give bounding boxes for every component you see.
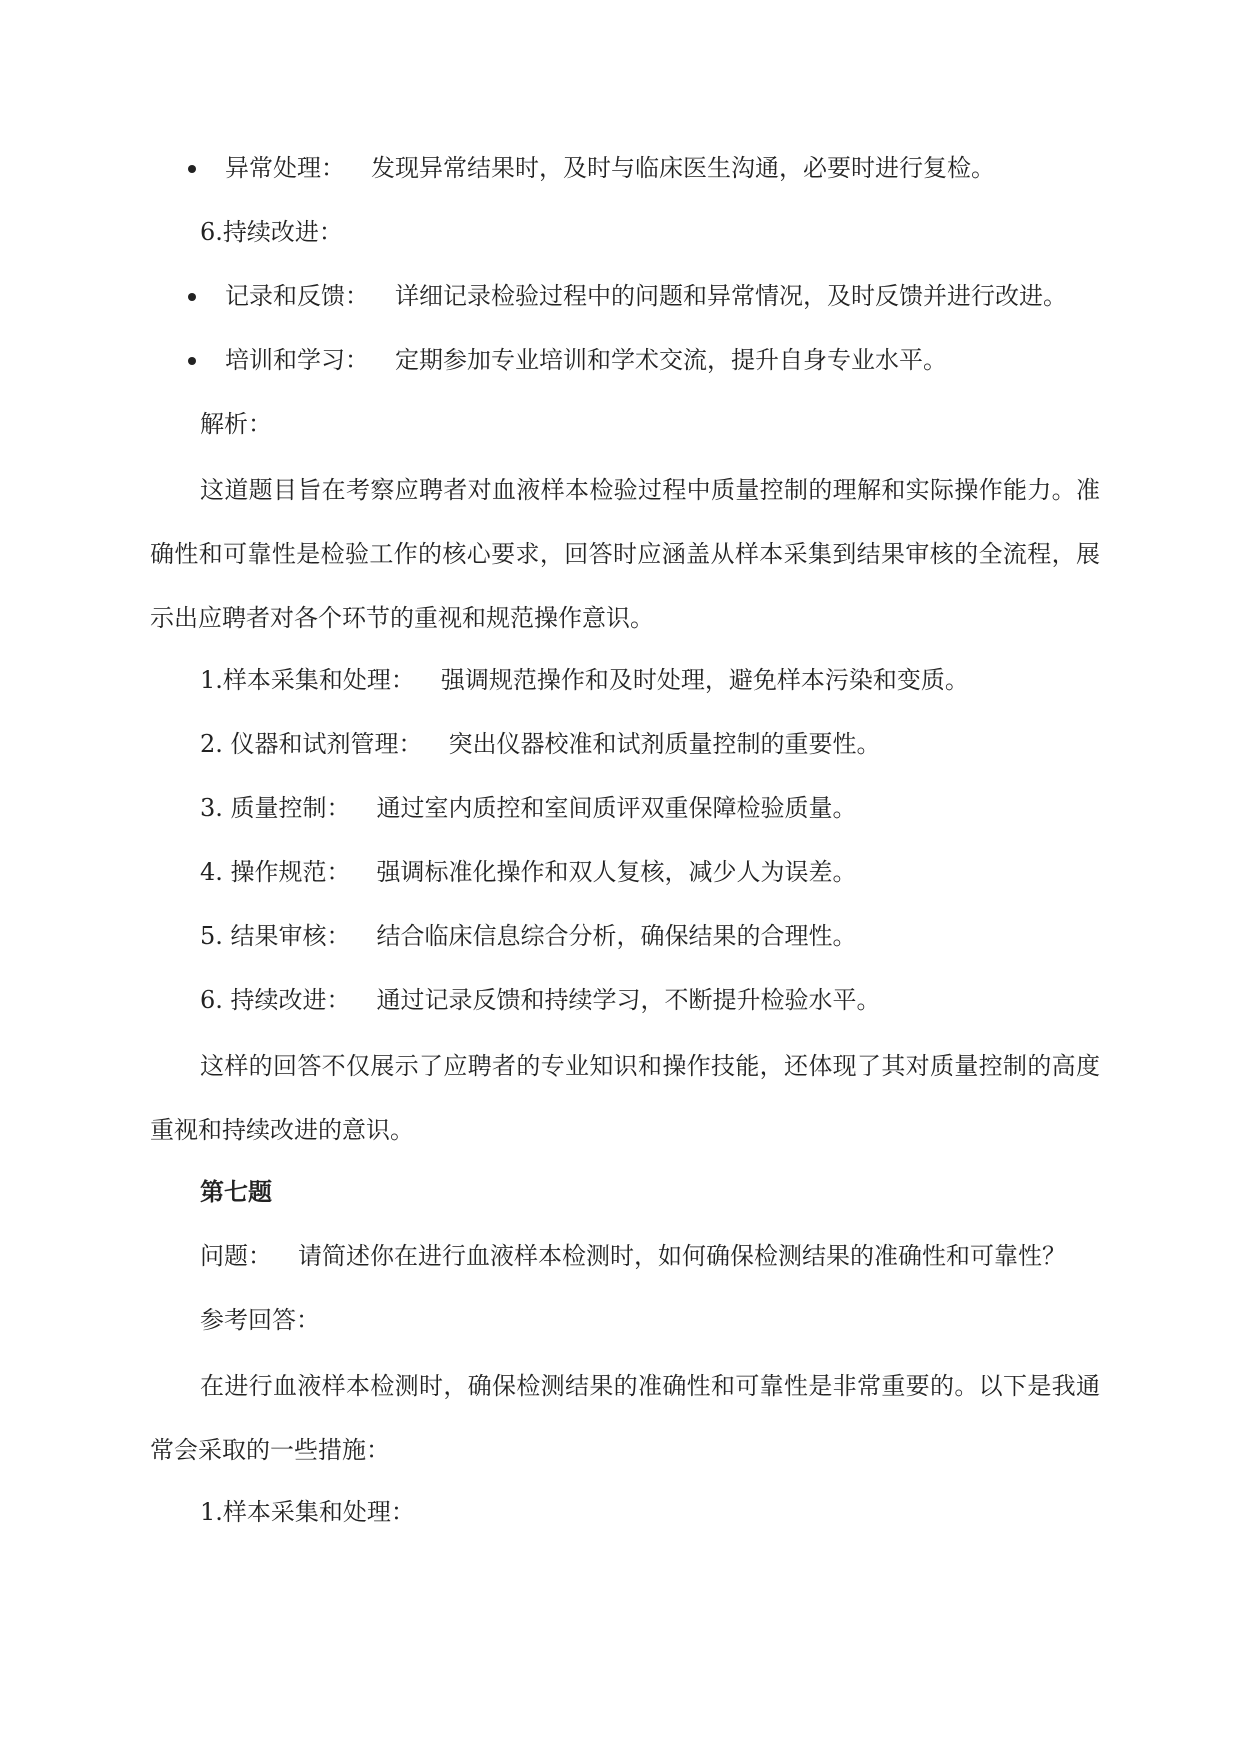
bullet-item-record-feedback [150, 266, 1100, 330]
bullet-item-abnormal-handling [150, 138, 1100, 202]
point-text: 强调标准化操作和双人复核，减少人为误差。 [376, 858, 857, 886]
point-text: 强调规范操作和及时处理，避免样本污染和变质。 [440, 666, 969, 694]
bullet-label: 培训和学习： [225, 346, 369, 374]
analysis-point-4 [150, 842, 1100, 906]
section-title-continuous-improvement: 6.持续改进： [200, 218, 343, 246]
bullet-item-training [150, 330, 1100, 394]
analysis-point-5 [150, 906, 1100, 970]
point-label: 1.样本采集和处理： [200, 666, 415, 694]
bullet-dot-icon [188, 165, 196, 173]
point-text: 结合临床信息综合分析，确保结果的合理性。 [376, 922, 857, 950]
point-text: 突出仪器校准和试剂质量控制的重要性。 [448, 730, 881, 758]
question-7-prompt [150, 1226, 1100, 1290]
question-text: 请简述你在进行血液样本检测时，如何确保检测结果的准确性和可靠性？ [298, 1242, 1066, 1270]
reference-answer-title: 参考回答： [200, 1306, 320, 1334]
point-label: 3. 质量控制： [200, 794, 351, 822]
analysis-point-2 [150, 714, 1100, 778]
bullet-text: 详细记录检验过程中的问题和异常情况，及时反馈并进行改进。 [395, 282, 1067, 310]
point-label: 5. 结果审核： [200, 922, 351, 950]
bullet-text: 发现异常结果时，及时与临床医生沟通，必要时进行复检。 [371, 154, 995, 182]
point-label: 2. 仪器和试剂管理： [200, 730, 423, 758]
bullet-text: 定期参加专业培训和学术交流，提升自身专业水平。 [395, 346, 947, 374]
bullet-label: 异常处理： [225, 154, 345, 182]
point-text: 通过室内质控和室间质评双重保障检验质量。 [376, 794, 857, 822]
point-label: 6. 持续改进： [200, 986, 351, 1014]
question-label: 问题： [200, 1242, 272, 1270]
answer-paragraph: 在进行血液样本检测时，确保检测结果的准确性和可靠性是非常重要的。以下是我通常会采取的一些措施： [150, 1372, 1100, 1464]
analysis-point-3 [150, 778, 1100, 842]
question-7-heading: 第七题 [200, 1177, 272, 1206]
document-page [150, 138, 1100, 1546]
analysis-title: 解析： [200, 410, 272, 438]
summary-paragraph: 这样的回答不仅展示了应聘者的专业知识和操作技能，还体现了其对质量控制的高度重视和持续改进的意识。 [150, 1052, 1100, 1144]
bullet-label: 记录和反馈： [225, 282, 369, 310]
analysis-point-6 [150, 970, 1100, 1034]
point-label: 4. 操作规范： [200, 858, 351, 886]
analysis-point-1 [150, 650, 1100, 714]
bullet-dot-icon [188, 293, 196, 301]
bullet-dot-icon [188, 357, 196, 365]
analysis-paragraph: 这道题目旨在考察应聘者对血液样本检验过程中质量控制的理解和实际操作能力。准确性和可靠性是检验工作的核心要求，回答时应涵盖从样本采集到结果审核的全流程，展示出应聘者对各个环节的重视和规范操作意识。 [150, 476, 1100, 632]
answer-point-1-title: 1.样本采集和处理： [200, 1498, 415, 1526]
point-text: 通过记录反馈和持续学习，不断提升检验水平。 [376, 986, 881, 1014]
